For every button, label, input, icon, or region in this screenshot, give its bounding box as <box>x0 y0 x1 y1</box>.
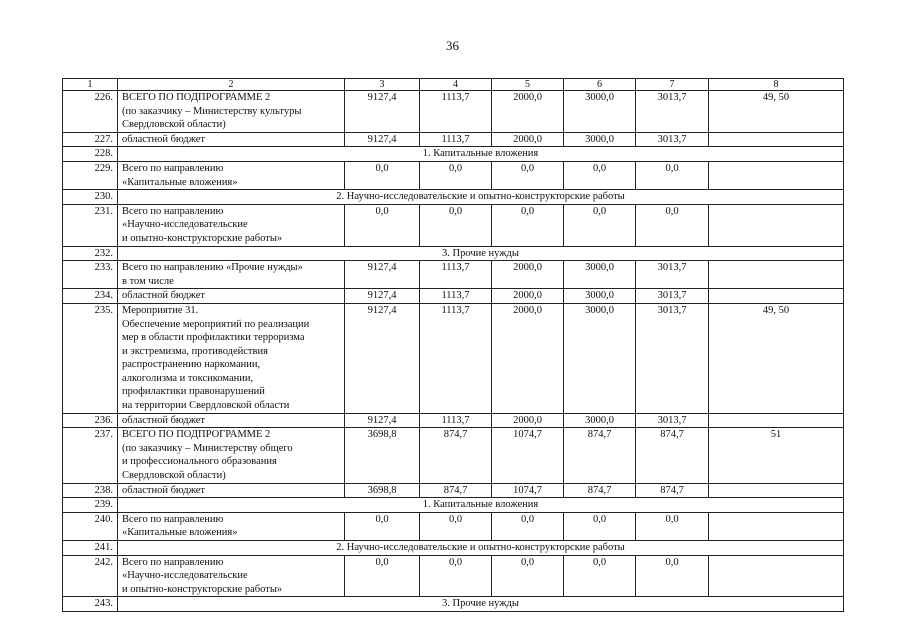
value-cell: 874,7 <box>564 483 636 498</box>
row-number: 230. <box>63 190 118 205</box>
note-cell: 49, 50 <box>709 91 844 133</box>
row-number: 236. <box>63 413 118 428</box>
description-line: Всего по направлению <box>122 513 224 525</box>
description-line: и экстремизма, противодействия <box>122 345 268 357</box>
note-cell: 49, 50 <box>709 303 844 413</box>
description-line: распространению наркомании, <box>122 359 261 371</box>
description-line: Всего по направлению <box>122 556 224 568</box>
page-number: 36 <box>446 38 459 53</box>
description-line: (по заказчику – Министерству общего <box>122 442 293 454</box>
value-cell: 3013,7 <box>636 132 709 147</box>
section-row <box>63 147 844 162</box>
note-cell <box>709 512 844 540</box>
row-number: 234. <box>63 289 118 304</box>
table-row <box>63 555 844 597</box>
description-line: (по заказчику – Министерству культуры <box>122 105 302 117</box>
budget-table <box>62 78 844 612</box>
note-cell <box>709 413 844 428</box>
description-line: и профессионального образования <box>122 456 277 468</box>
description-line: «Капитальные вложения» <box>122 176 238 188</box>
row-number: 240. <box>63 512 118 540</box>
row-number: 237. <box>63 428 118 483</box>
row-number: 232. <box>63 246 118 261</box>
table-row <box>63 161 844 189</box>
value-cell: 874,7 <box>636 483 709 498</box>
value-cell: 0,0 <box>345 555 420 597</box>
value-cell: 3013,7 <box>636 413 709 428</box>
section-title: 2. Научно-исследовательские и опытно-конструкторские работы <box>118 190 844 205</box>
row-description <box>118 204 345 246</box>
description-line: ВСЕГО ПО ПОДПРОГРАММЕ 2 <box>122 92 271 103</box>
row-number: 233. <box>63 261 118 289</box>
row-number: 226. <box>63 91 118 133</box>
section-title: 3. Прочие нужды <box>118 246 844 261</box>
value-cell: 0,0 <box>420 204 492 246</box>
table-row <box>63 512 844 540</box>
value-cell: 9127,4 <box>345 413 420 428</box>
value-cell: 0,0 <box>492 161 564 189</box>
value-cell: 1113,7 <box>420 261 492 289</box>
table-row <box>63 261 844 289</box>
note-cell <box>709 132 844 147</box>
table-row <box>63 413 844 428</box>
row-description <box>118 91 345 133</box>
row-number: 231. <box>63 204 118 246</box>
value-cell: 0,0 <box>492 555 564 597</box>
note-cell <box>709 161 844 189</box>
value-cell: 9127,4 <box>345 261 420 289</box>
description-line: областной бюджет <box>122 484 205 496</box>
value-cell: 2000,0 <box>492 91 564 133</box>
description-line: областной бюджет <box>122 414 205 426</box>
value-cell: 2000,0 <box>492 303 564 413</box>
header-cell: 2 <box>118 79 345 91</box>
description-line: алкоголизма и токсикомании, <box>122 372 254 384</box>
header-cell: 7 <box>636 79 709 91</box>
description-line: «Капитальные вложения» <box>122 527 238 539</box>
value-cell: 1113,7 <box>420 289 492 304</box>
description-line: «Научно-исследовательские <box>122 219 248 231</box>
value-cell: 0,0 <box>345 512 420 540</box>
value-cell: 9127,4 <box>345 303 420 413</box>
description-line: Обеспечение мероприятий по реализации <box>122 318 310 330</box>
header-cell: 1 <box>63 79 118 91</box>
row-description <box>118 428 345 483</box>
value-cell: 874,7 <box>420 428 492 483</box>
row-number: 241. <box>63 541 118 556</box>
value-cell: 0,0 <box>636 512 709 540</box>
row-number: 243. <box>63 597 118 612</box>
value-cell: 0,0 <box>420 512 492 540</box>
value-cell: 0,0 <box>345 204 420 246</box>
table-row <box>63 428 844 483</box>
table-row <box>63 91 844 133</box>
description-line: областной бюджет <box>122 133 205 145</box>
table-row <box>63 132 844 147</box>
value-cell: 1074,7 <box>492 483 564 498</box>
section-row <box>63 498 844 513</box>
description-line: Всего по направлению <box>122 162 224 174</box>
section-title: 1. Капитальные вложения <box>118 498 844 513</box>
row-description <box>118 512 345 540</box>
description-line: мер в области профилактики терроризма <box>122 332 305 344</box>
note-cell <box>709 261 844 289</box>
value-cell: 9127,4 <box>345 91 420 133</box>
value-cell: 2000,0 <box>492 289 564 304</box>
header-cell: 5 <box>492 79 564 91</box>
note-cell <box>709 483 844 498</box>
section-title: 3. Прочие нужды <box>118 597 844 612</box>
note-cell <box>709 204 844 246</box>
value-cell: 3698,8 <box>345 428 420 483</box>
value-cell: 874,7 <box>420 483 492 498</box>
row-number: 242. <box>63 555 118 597</box>
header-row <box>63 79 844 91</box>
table-row <box>63 483 844 498</box>
value-cell: 874,7 <box>636 428 709 483</box>
value-cell: 0,0 <box>492 204 564 246</box>
section-title: 1. Капитальные вложения <box>118 147 844 162</box>
value-cell: 1113,7 <box>420 132 492 147</box>
value-cell: 3013,7 <box>636 91 709 133</box>
value-cell: 1074,7 <box>492 428 564 483</box>
row-number: 235. <box>63 303 118 413</box>
value-cell: 9127,4 <box>345 289 420 304</box>
section-row <box>63 246 844 261</box>
value-cell: 9127,4 <box>345 132 420 147</box>
value-cell: 3698,8 <box>345 483 420 498</box>
note-cell <box>709 289 844 304</box>
value-cell: 0,0 <box>564 555 636 597</box>
value-cell: 874,7 <box>564 428 636 483</box>
value-cell: 0,0 <box>636 161 709 189</box>
table-body <box>63 79 844 612</box>
row-description <box>118 483 345 498</box>
value-cell: 0,0 <box>564 512 636 540</box>
description-line: Свердловской области) <box>122 119 226 131</box>
description-line: на территории Свердловской области <box>122 400 290 412</box>
value-cell: 0,0 <box>636 555 709 597</box>
value-cell: 0,0 <box>492 512 564 540</box>
value-cell: 0,0 <box>420 161 492 189</box>
value-cell: 0,0 <box>420 555 492 597</box>
value-cell: 1113,7 <box>420 91 492 133</box>
description-line: профилактики правонарушений <box>122 386 265 398</box>
value-cell: 3013,7 <box>636 289 709 304</box>
row-description <box>118 289 345 304</box>
description-line: областной бюджет <box>122 290 205 302</box>
note-cell: 51 <box>709 428 844 483</box>
value-cell: 2000,0 <box>492 132 564 147</box>
row-number: 228. <box>63 147 118 162</box>
description-line: «Научно-исследовательские <box>122 570 248 582</box>
description-line: в том числе <box>122 275 174 287</box>
row-description <box>118 303 345 413</box>
table-row <box>63 303 844 413</box>
value-cell: 3000,0 <box>564 413 636 428</box>
section-row <box>63 597 844 612</box>
value-cell: 3000,0 <box>564 289 636 304</box>
header-cell: 8 <box>709 79 844 91</box>
note-cell <box>709 555 844 597</box>
value-cell: 3013,7 <box>636 261 709 289</box>
row-description <box>118 161 345 189</box>
value-cell: 1113,7 <box>420 413 492 428</box>
section-row <box>63 541 844 556</box>
description-line: Всего по направлению <box>122 205 224 217</box>
value-cell: 3000,0 <box>564 303 636 413</box>
description-line: Всего по направлению «Прочие нужды» <box>122 262 303 274</box>
value-cell: 0,0 <box>636 204 709 246</box>
row-description <box>118 555 345 597</box>
value-cell: 3000,0 <box>564 91 636 133</box>
row-description <box>118 413 345 428</box>
value-cell: 2000,0 <box>492 413 564 428</box>
description-line: и опытно-конструкторские работы» <box>122 583 283 595</box>
description-line: ВСЕГО ПО ПОДПРОГРАММЕ 2 <box>122 429 271 441</box>
value-cell: 3013,7 <box>636 303 709 413</box>
row-description <box>118 132 345 147</box>
header-cell: 6 <box>564 79 636 91</box>
description-line: Мероприятие 31. <box>122 304 199 316</box>
row-description <box>118 261 345 289</box>
value-cell: 3000,0 <box>564 261 636 289</box>
header-cell: 3 <box>345 79 420 91</box>
value-cell: 2000,0 <box>492 261 564 289</box>
row-number: 227. <box>63 132 118 147</box>
row-number: 229. <box>63 161 118 189</box>
row-number: 238. <box>63 483 118 498</box>
value-cell: 0,0 <box>564 204 636 246</box>
value-cell: 0,0 <box>345 161 420 189</box>
header-cell: 4 <box>420 79 492 91</box>
description-line: Свердловской области) <box>122 470 226 482</box>
row-number: 239. <box>63 498 118 513</box>
value-cell: 0,0 <box>564 161 636 189</box>
table-row <box>63 289 844 304</box>
section-row <box>63 190 844 205</box>
value-cell: 3000,0 <box>564 132 636 147</box>
section-title: 2. Научно-исследовательские и опытно-конструкторские работы <box>118 541 844 556</box>
description-line: и опытно-конструкторские работы» <box>122 232 283 244</box>
value-cell: 1113,7 <box>420 303 492 413</box>
table-row <box>63 204 844 246</box>
